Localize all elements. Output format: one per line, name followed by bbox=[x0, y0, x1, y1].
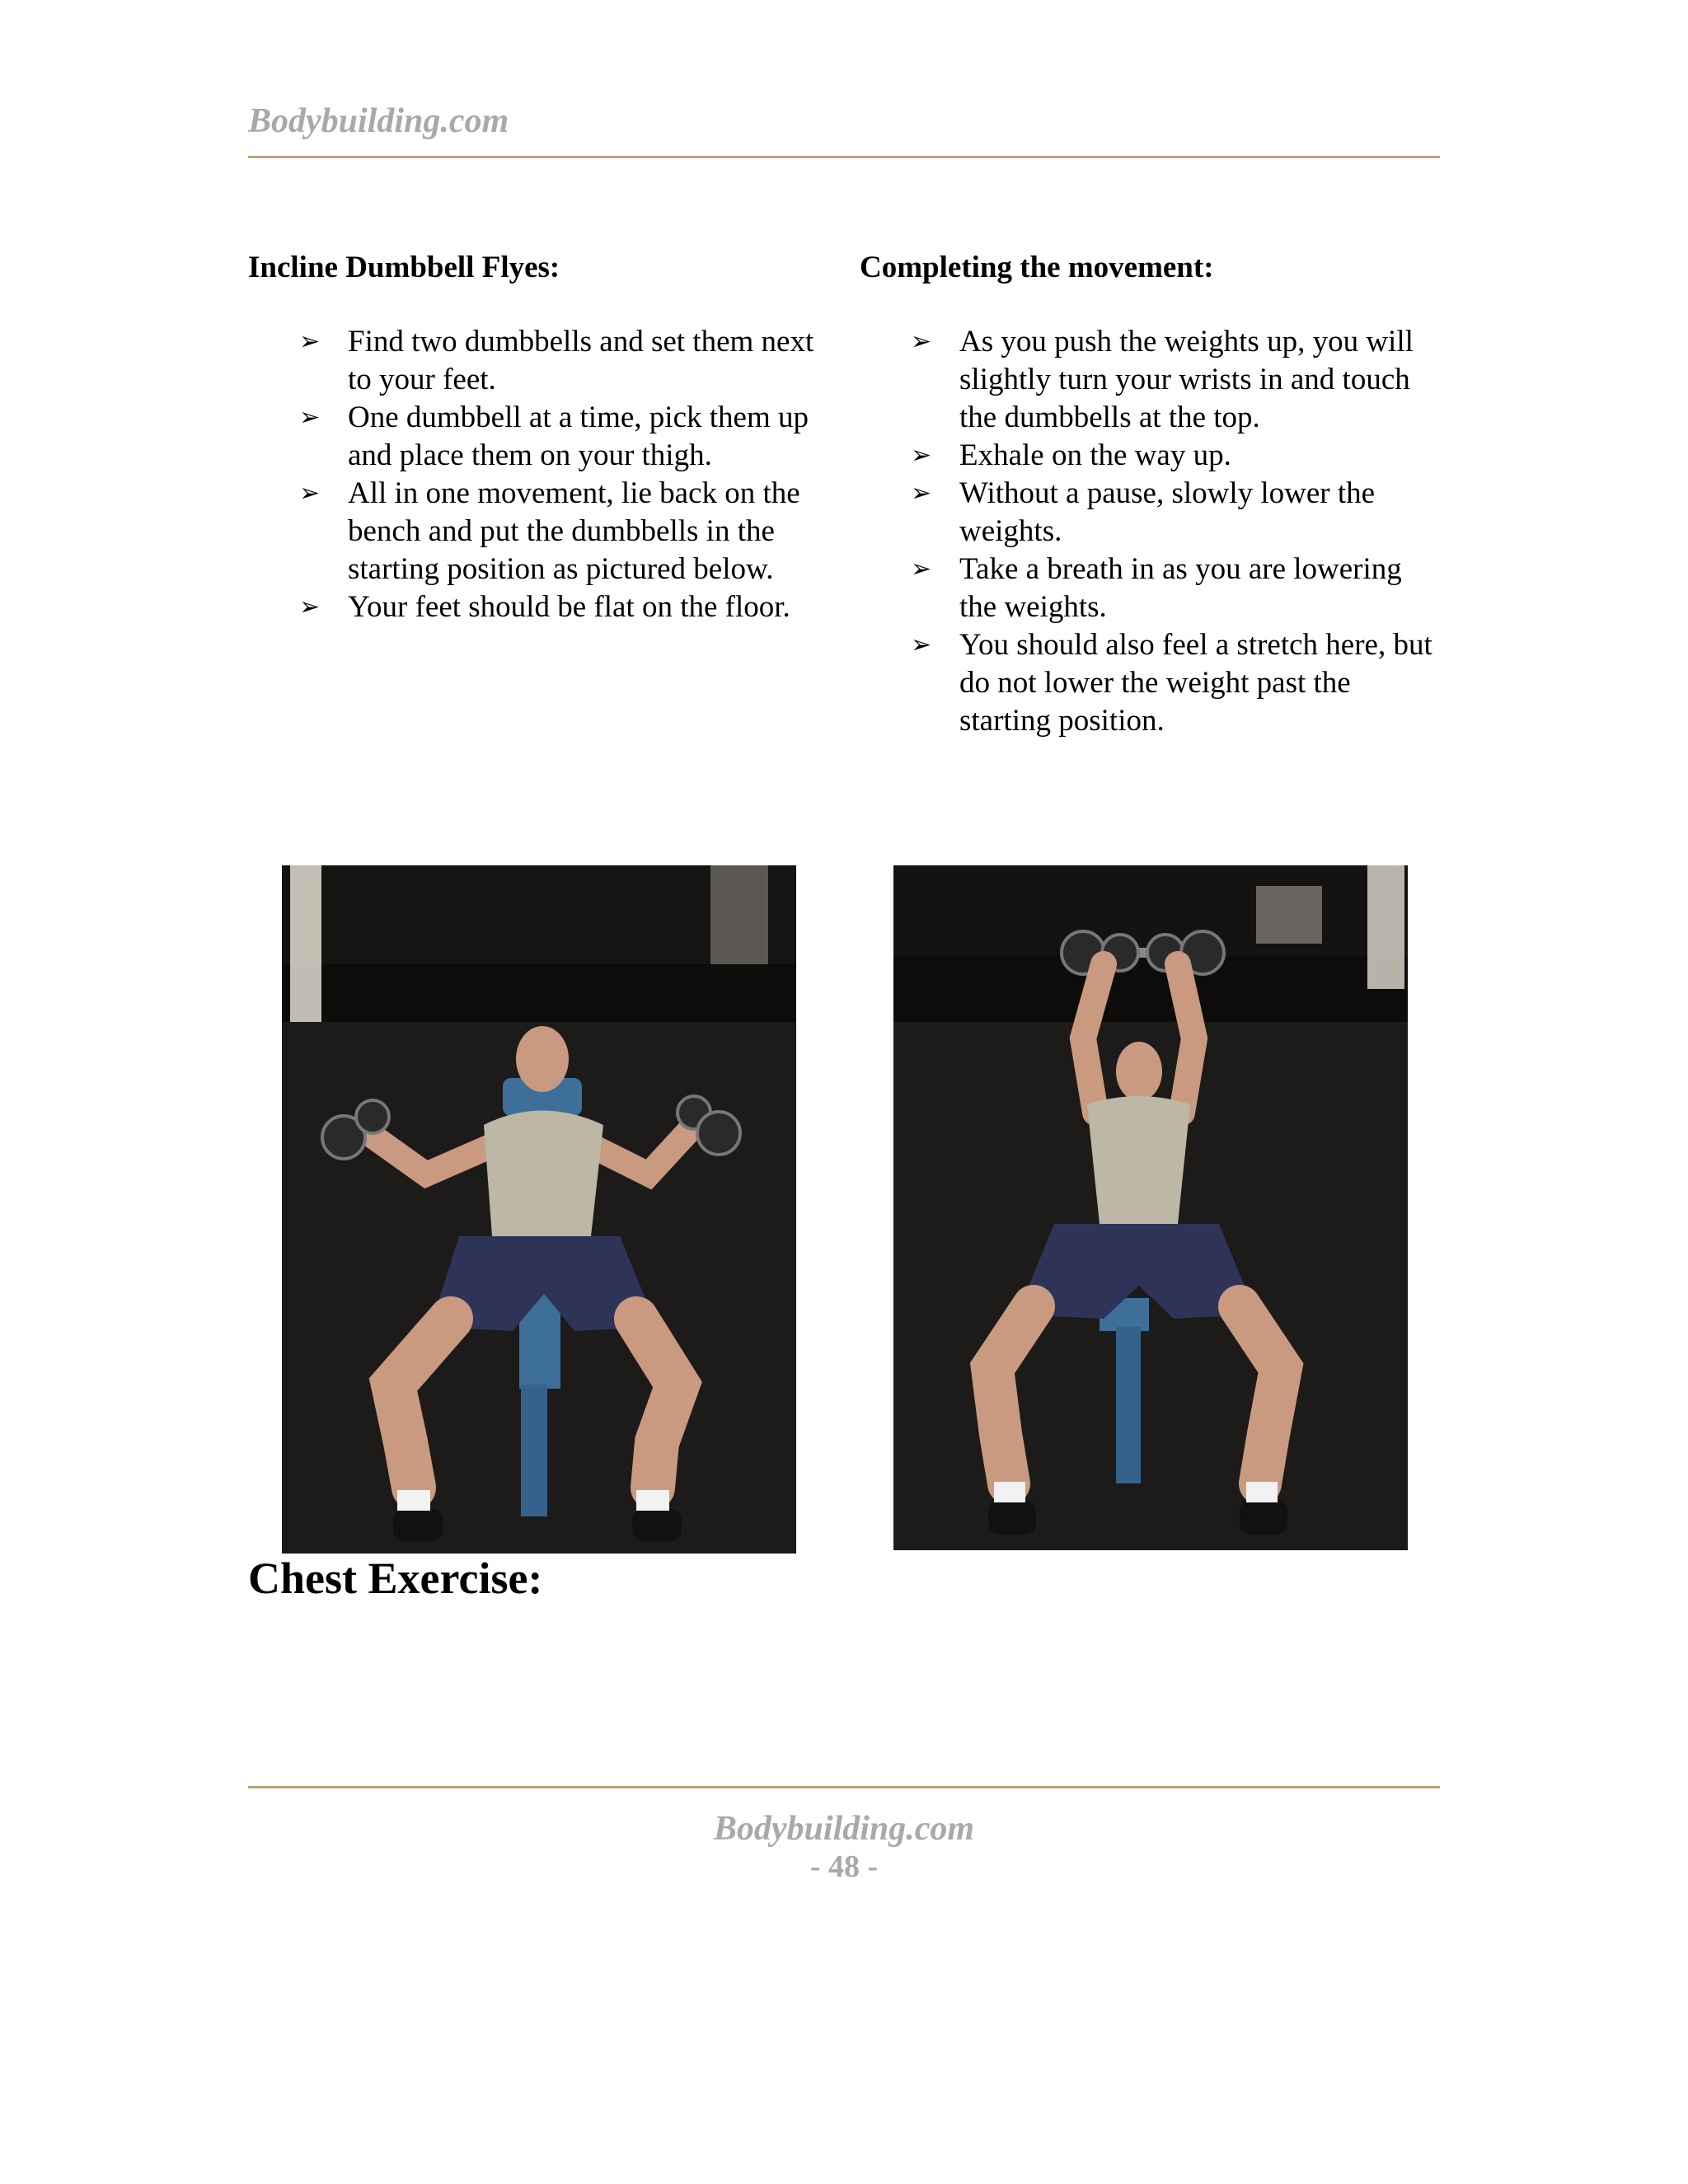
list-item-text: One dumbbell at a time, pick them up and place them on your thigh. bbox=[348, 401, 809, 472]
list-item bbox=[860, 551, 1447, 626]
completed-movement-photo bbox=[893, 865, 1408, 1550]
header-site-name: Bodybuilding.com bbox=[248, 102, 509, 140]
right-arrowhead-icon: ➢ bbox=[911, 327, 932, 356]
right-arrowhead-icon: ➢ bbox=[299, 327, 321, 356]
right-column bbox=[860, 250, 1447, 740]
list-item-text: All in one movement, lie back on the bench and put the dumbbells in the starting position as pictured below. bbox=[348, 476, 800, 586]
right-arrowhead-icon: ➢ bbox=[911, 441, 932, 470]
list-item bbox=[860, 626, 1447, 740]
list-item-text: You should also feel a stretch here, but do not lower the weight past the starting position. bbox=[959, 628, 1432, 738]
list-item bbox=[248, 588, 825, 626]
list-item-text: Without a pause, slowly lower the weights. bbox=[959, 476, 1376, 548]
right-arrowhead-icon: ➢ bbox=[911, 479, 932, 508]
list-item bbox=[248, 475, 825, 588]
completion-heading: Completing the movement: bbox=[860, 251, 1214, 284]
list-item bbox=[860, 323, 1447, 437]
list-item-text: Exhale on the way up. bbox=[959, 438, 1231, 472]
section-title: Chest Exercise: bbox=[248, 1554, 543, 1603]
left-column bbox=[248, 250, 825, 626]
right-arrowhead-icon: ➢ bbox=[299, 593, 321, 621]
footer-site-name: Bodybuilding.com bbox=[713, 1810, 975, 1848]
list-item bbox=[248, 399, 825, 475]
right-arrowhead-icon: ➢ bbox=[911, 630, 932, 659]
header-divider bbox=[248, 156, 1440, 158]
page-number: - 48 - bbox=[809, 1849, 879, 1884]
list-item bbox=[860, 437, 1447, 475]
footer-divider bbox=[248, 1786, 1440, 1788]
right-arrowhead-icon: ➢ bbox=[299, 479, 321, 508]
list-item-text: As you push the weights up, you will slightly turn your wrists in and touch the dumbbells at the top. bbox=[959, 325, 1414, 434]
right-arrowhead-icon: ➢ bbox=[299, 403, 321, 432]
completed-movement-illustration bbox=[893, 865, 1408, 1550]
starting-position-photo bbox=[282, 865, 796, 1554]
list-item-text: Your feet should be flat on the floor. bbox=[348, 590, 790, 624]
completion-instructions-list bbox=[860, 323, 1447, 740]
list-item-text: Find two dumbbells and set them next to your feet. bbox=[348, 325, 814, 396]
starting-position-illustration bbox=[282, 865, 796, 1554]
exercise-heading: Incline Dumbbell Flyes: bbox=[248, 251, 560, 284]
list-item-text: Take a breath in as you are lowering the weights. bbox=[959, 552, 1402, 624]
list-item bbox=[860, 475, 1447, 551]
right-arrowhead-icon: ➢ bbox=[911, 555, 932, 583]
list-item bbox=[248, 323, 825, 399]
setup-instructions-list bbox=[248, 323, 825, 626]
